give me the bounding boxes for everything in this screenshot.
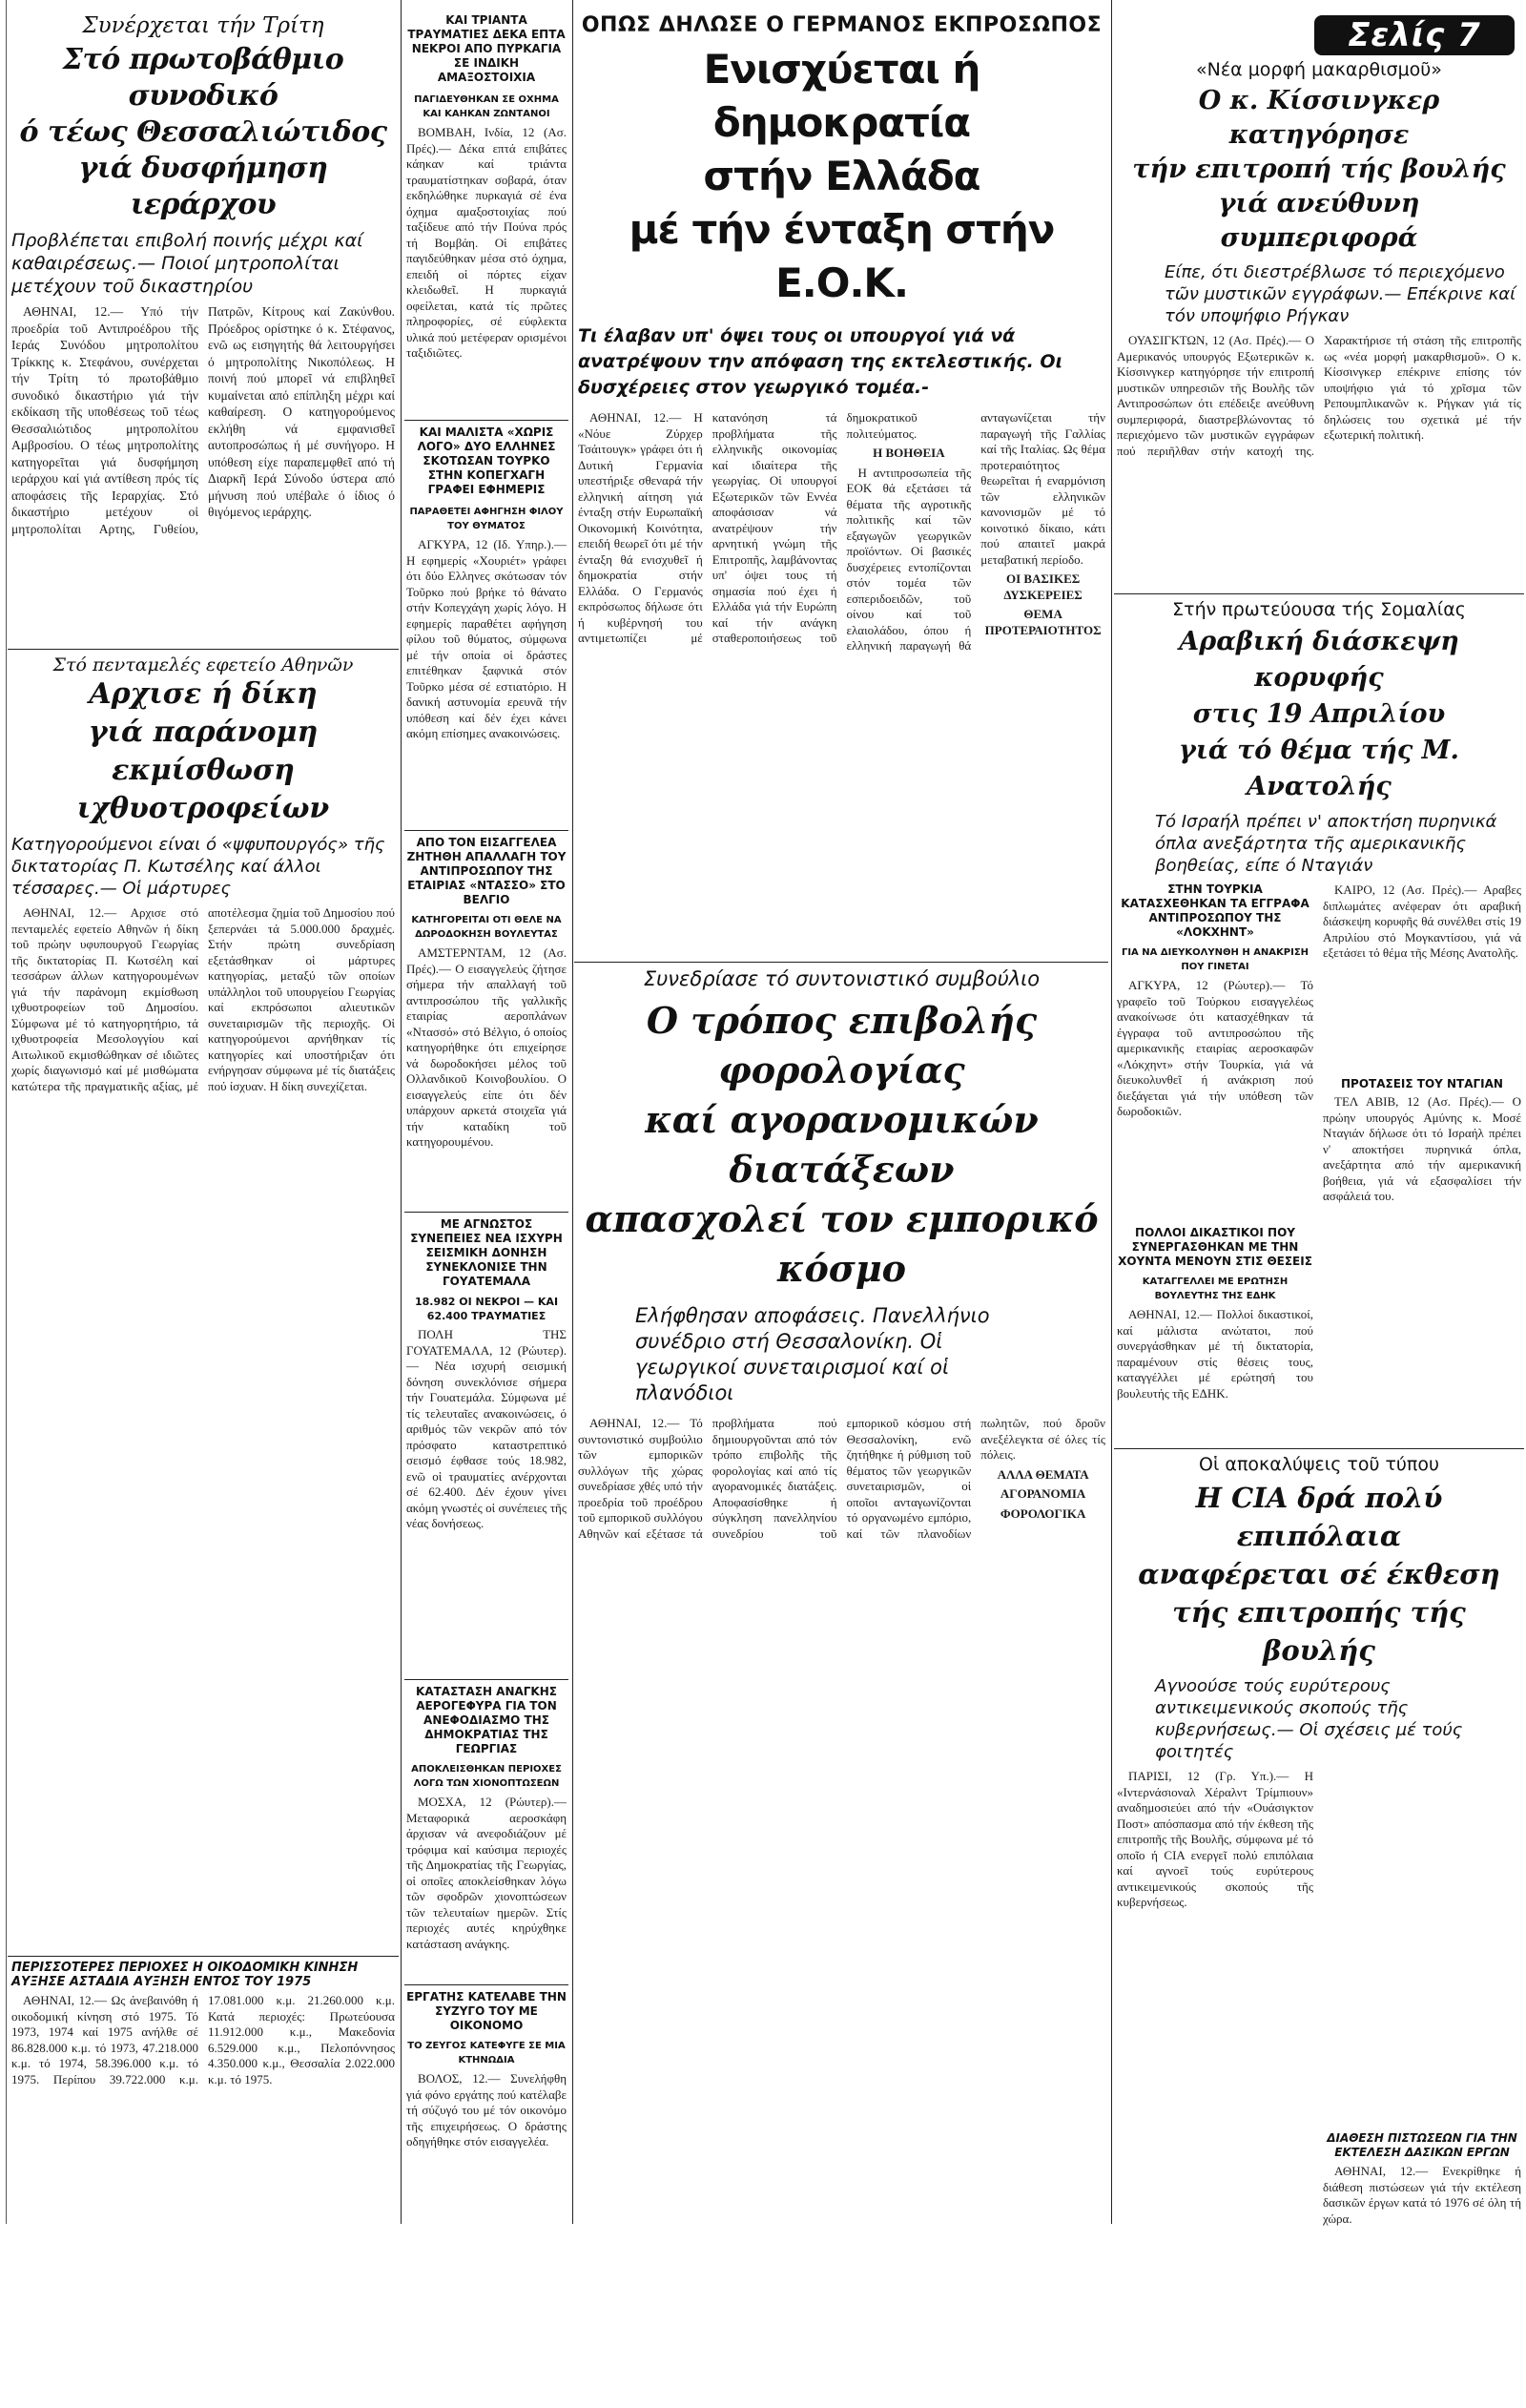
article-body: ΑΘΗΝΑΙ, 12.— Τό συντονιστικό συμβούλιο τῶν εμπορικῶν συλλόγων τῆς χώρας συνεδρίασε χθές υπό τήν προεδρία τοῦ προέδρου τοῦ εμπορικοῦ συλλόγου Αθηνῶν καί εξέτασε τά προβλήματα πού δημιουργοῦνται από τόν τρόπο επιβολῆς τῆς φορολογίας καί από τίς αγορανομικές διατάξεις. Αποφασίσθηκε ή σύγκληση πανελληνίου συνεδρίου τοῦ εμπορικοῦ κόσμου στή Θεσσαλονίκη, ενῶ ζητήθηκε ή ρύθμιση τοῦ θέματος τῶν γεωργικῶν συνεταιρισμῶν, οἱ οποῖοι ανταγωνίζονται τό οργανωμένο εμπόριο, καί τῶν πλανοδίων πωλητῶν, πού δροῦν ανεξέλεγκτα σέ όλες τίς πόλεις. ΑΛΛΑ ΘΕΜΑΤΑ ΑΓΟΡΑΝΟΜΙΑ ΦΟΡΟΛΟΓΙΚΑ	[578, 1416, 1105, 1541]
column-rule	[572, 0, 573, 2224]
article-subhead: Τό Ισραήλ πρέπει ν' αποκτήση πυρηνικά όπλα ανεξάρτητα τῆς αμερικανικῆς βοηθείας, είπε ό Νταγιάν	[1155, 812, 1497, 876]
article-subhead: Ελήφθησαν αποφάσεις. Πανελλήνιο συνέδριο στή Θεσσαλονίκη. Οἱ γεωργικοί συνεταιρισμοί καί οἱ πλανόδιοι	[635, 1304, 990, 1404]
article-kicker: Συνέρχεται τήν Τρίτη	[82, 13, 324, 38]
inset-column	[1117, 882, 1313, 1526]
headline-line: απασχολεί τον εμπορικό κόσμο	[585, 1197, 1099, 1290]
section-divider	[404, 420, 568, 421]
article-subhead: 18.982 ΟΙ ΝΕΚΡΟΙ — ΚΑΙ 62.400 ΤΡΑΥΜΑΤΙΕΣ	[414, 1296, 559, 1322]
article-body: ΑΜΣΤΕΡΝΤΑΜ, 12 (Ασ. Πρές).— Ο εισαγγελεύς ζήτησε σήμερα τήν απαλλαγή τοῦ αντιπροσώπου τῆς γαλλικῆς εταιρίας αεροπλάνων «Ντασσό» στό Βέλγιο, ό οποίος κατηγορήθηκε ότι επιχείρησε νά δωροδοκήσει μέλος τοῦ Ολλανδικοῦ Κοινοβουλίου. Ο εισαγγελεύς είπε ότι δέν υπάρχουν αρκετά στοιχεῖα γιά τήν καταδίκη τοῦ κατηγορουμένου.	[406, 945, 567, 1149]
article-body: ΒΟΜΒΑΗ, Ινδία, 12 (Ασ. Πρές).— Δέκα επτά επιβάτες κάηκαν καί τριάντα τραυματίστηκαν σοβαρά, όταν εκδηλώθηκε πυρκαγιά σέ ένα όχημα αμαξοστοιχίας πού ταξίδευε από τήν Πούνα πρός τή Βομβάη. Οἱ επιβάτες παγιδεύθηκαν μέσα στό όχημα, επειδή οἱ πόρτες είχαν κλειδωθεῖ. Η πυρκαγιά οφείλεται, κατά τίς πρῶτες πληροφορίες, σέ εύφλεκτα υλικά πού μετέφεραν ορισμένοι ταξιδιῶτες.	[406, 125, 567, 360]
article-copenhagen	[406, 426, 567, 804]
column-rule	[401, 0, 402, 2224]
inset-subhead: ΓΙΑ ΝΑ ΔΙΕΥΚΟΛΥΝΘΗ Η ΑΝΑΚΡΙΣΗ ΠΟΥ ΓΙΝΕΤΑΙ	[1121, 947, 1309, 972]
article-tax-commerce	[578, 967, 1105, 2408]
article-subhead: ΑΠΟΚΛΕΙΣΘΗΚΑΝ ΠΕΡΙΟΧΕΣ ΛΟΓΩ ΤΩΝ ΧΙΟΝΟΠΤΩΣΕΩΝ	[411, 1764, 562, 1789]
section-divider	[574, 962, 1108, 963]
headline-line: Στό πρωτοβάθμιο συνοδικό	[62, 43, 344, 113]
article-subhead: Προβλέπεται επιβολή ποινής μέχρι καί καθαιρέσεως.— Ποιοί μητροπολίται μετέχουν τοῦ δικαστηρίου	[11, 230, 363, 297]
headline-line: τής επιτροπής τής βουλής	[1172, 1596, 1466, 1667]
article-body: ΑΘΗΝΑΙ, 12.— Η «Νόυε Ζύρχερ Τσάιτουγκ» γράφει ότι ή Δυτική Γερμανία υπεστήριξε σθεναρά τήν ελληνική αίτηση γιά ένταξη στήν Ευρωπαϊκή Οικονομική Κοινότητα, επειδή θεωρεῖ ότι μέ τήν ένταξη θά ενισχυθεῖ ή δημοκρατία στήν Ελλάδα. Ο Γερμανός εκπρόσωπος δήλωσε ότι ή κυβέρνησή του αντιμετωπίζει μέ κατανόηση τά προβλήματα τῆς ελληνικῆς οικονομίας καί ιδιαίτερα τῆς γεωργίας. Οἱ υπουργοί Εξωτερικῶν τῶν Εννέα αποφάσισαν νά ανατρέψουν τήν αρνητική γνώμη τῆς Επιτροπῆς, λαμβάνοντας υπ' όψει τους τή σημασία πού έχει ή Ελλάδα γιά τήν Ευρώπη καί τήν ανάγκη σταθεροποιήσεως τοῦ δημοκρατικοῦ πολιτεύματος. Η ΒΟΗΘΕΙΑ Η αντιπροσωπεία τῆς ΕΟΚ θά εξετάσει τά θέματα τῆς αγροτικῆς πολιτικῆς καί τῶν εξαγωγῶν γεωργικῶν προϊόντων. Οἱ βασικές δυσχέρειες εντοπίζονται στόν τομέα τῶν εσπεριδοειδῶν, τοῦ οίνου καί τοῦ ελαιολάδου, όπου ή ελληνική παραγωγή θά ανταγωνίζεται τήν παραγωγή τῆς Γαλλίας καί τῆς Ιταλίας. Ως θέμα προτεραιότητος θεωρεῖται ή εναρμόνιση τῶν ελληνικῶν κανονισμῶν μέ τό κοινοτικό δίκαιο, κάτι πού απαιτεῖ μακρά μεταβατική περίοδο. ΟΙ ΒΑΣΙΚΕΣ ΔΥΣΚΕΡΕΙΕΣ ΘΕΜΑ ΠΡΟΤΕΡΑΙΟΤΗΤΟΣ	[578, 410, 1105, 653]
article-headline	[578, 43, 1105, 310]
article-body: ΟΥΑΣΙΓΚΤΩΝ, 12 (Ασ. Πρές).— Ο Αμερικανός υπουργός Εξωτερικῶν κ. Κίσσινγκερ κατηγόρησε τήν επιτροπή μυστικῶν υπηρεσιῶν τῆς Βουλῆς τῶν Αντιπροσώπων ότι επέδειξε ανεύθυνη συμπεριφορά, διαστρεβλώνοντας τό περιεχόμενο τῶν μυστικῶν εγγράφων πού περιῆλθαν στήν κατοχή της. Χαρακτήρισε τή στάση τῆς επιτροπῆς ως «νέα μορφή μακαρθισμοῦ». Ο κ. Κίσσινγκερ επέκρινε επίσης τόν υποψήφιο γιά τό χρῖσμα τῶν Ρεπουμπλικανῶν κ. Ρήγκαν γιά τίς δηλώσεις του σχετικά μέ τήν εξωτερική πολιτική.	[1117, 333, 1521, 458]
headline-line: μέ τήν ένταξη στήν Ε.Ο.Κ.	[629, 206, 1055, 306]
section-subhead: Η ΒΟΗΘΕΙΑ	[873, 446, 945, 460]
headline-line: γιά τό θέμα τής Μ. Ανατολής	[1179, 736, 1459, 801]
headline-line: γιά ανεύθυνη συμπεριφορά	[1218, 189, 1420, 253]
article-subhead: Αγνοούσε τούς ευρύτερους αντικειμενικούς σκοπούς τῆς κυβερνήσεως.— Οἱ σχέσεις μέ τούς φοιτητές	[1155, 1676, 1463, 1762]
article-body: ΜΟΣΧΑ, 12 (Ρώυτερ).— Μεταφορικά αεροσκάφη άρχισαν νά ανεφοδιάζουν μέ τρόφιμα καί καύσιμα περιοχές τῆς Δημοκρατίας τῆς Γεωργίας, οἱ οποῖες αποκλείσθηκαν λόγω τῶν σφοδρῶν χιονοπτώσεων τῶν τελευταίων ημερῶν. Στίς περιοχές αυτές κηρύχθηκε κατάσταση ανάγκης.	[406, 1795, 567, 1951]
inset-headline: ΔΙΑΘΕΣΗ ΠΙΣΤΩΣΕΩΝ ΓΙΑ ΤΗΝ ΕΚΤΕΛΕΣΗ ΔΑΣΙΚΩΝ ΕΡΓΩΝ	[1327, 2131, 1517, 2159]
headline-line: ιχθυοτροφείων	[76, 792, 330, 825]
article-kicker: Στό πενταμελές εφετείο Αθηνῶν	[52, 654, 354, 675]
section-divider	[1114, 1448, 1524, 1449]
article-columns	[1117, 1769, 1521, 2303]
column-rule	[1111, 0, 1112, 2224]
article-subhead: Τι έλαβαν υπ' όψει τους οι υπουργοί γιά νά ανατρέψουν την απόφαση της εκτελεστικής. Οι δυσχέρειες στον γεωργικό τομέα.-	[578, 325, 1062, 398]
section-subhead: ΑΓΟΡΑΝΟΜΙΑ	[1000, 1486, 1086, 1501]
main-column	[1323, 882, 1521, 1526]
article-body: ΑΘΗΝΑΙ, 12.— Υπό τήν προεδρία τοῦ Αντιπροέδρου τῆς Ιεράς Συνόδου μητροπολίτου Τρίκκης κ. Στεφάνου, συνέρχεται τήν Τρίτη τό πρωτοβάθμιο συνοδικό δικαστήριο γιά τήν εκδίκαση τῆς υποθέσεως τοῦ τέως Θεσσαλιώτιδος μητροπολίτου Αμβροσίου. Ο τέως μητροπολίτης κατηγορεῖται γιά δυσφήμηση ιεράρχου καί γιά αντίθεση πρός τίς αποφάσεις τῆς Ιεραρχίας. Στό δικαστήριο μετέχουν οἱ μητροπολίται Αρτης, Γυθείου, Πατρῶν, Κίτρους καί Ζακύνθου. Πρόεδρος ορίστηκε ό κ. Στέφανος, ενῶ ως εισηγητής θά λειτουργήσει ό μητροπολίτης Νικοπόλεως. Η ποινή πού μπορεῖ νά επιβληθεῖ κυμαίνεται από επίπληξη μέχρι καί καθαίρεση. Ο κατηγορούμενος εκλήθη νά εμφανισθεῖ αυτοπροσώπως ή μέ συνήγορο. Η υπόθεση είχε παραπεμφθεῖ από τή Διαρκῆ Ιερά Σύνοδο ύστερα από μήνυση πού υπέβαλε ό ίδιος ό θιγόμενος ιεράρχης.	[11, 304, 395, 536]
article-subhead: Είπε, ότι διεστρέβλωσε τό περιεχόμενο τῶν μυστικῶν εγγράφων.— Επέκρινε καί τόν υποψήφιο Ρήγκαν	[1165, 262, 1516, 326]
article-headline	[578, 996, 1105, 1294]
headline-line: ό τέως Θεσσαλιώτιδος	[19, 115, 387, 149]
headline-line: Η CIA δρά πολύ επιπόλαια	[1195, 1482, 1443, 1552]
inset-body: ΑΓΚΥΡΑ, 12 (Ρώυτερ).— Τό γραφεῖο τοῦ Τούρκου εισαγγελέως ανακοίνωσε ότι κατασχέθηκαν τά έγγραφα τοῦ αντιπροσώπου τῆς αμερικανικῆς εταιρίας αεροσκαφῶν «Λόκχηντ» στήν Τουρκία, γιά νά διευκολυνθεῖ ή ανάκριση πού διεξάγεται γιά τήν υπόθεση τῶν δωροδοκιῶν.	[1117, 978, 1313, 1118]
article-construction	[11, 1961, 395, 2212]
article-headline	[1117, 1479, 1521, 1670]
column-rule	[6, 0, 7, 2224]
article-headline: ΠΕΡΙΣΣΟΤΕΡΕΣ ΠΕΡΙΟΧΕΣ Η ΟΙΚΟΔΟΜΙΚΗ ΚΙΝΗΣΗ ΑΥΞΗΣΕ ΑΣΤΑΔΙΑ ΑΥΞΗΣΗ ΕΝΤΟΣ ΤΟΥ 1975	[11, 1961, 359, 1989]
headline-line: στις 19 Απριλίου	[1192, 699, 1446, 729]
article-kicker: Συνεδρίασε τό συντονιστικό συμβούλιο	[643, 967, 1041, 990]
article-subhead: Κατηγορούμενοι είναι ό «ψφυπουργός» τῆς δικτατορίας Π. Κωτσέλης καί άλλοι τέσσαρες.— Οἱ μάρτυρες	[11, 835, 385, 899]
article-body: ΤΕΛ ΑΒΙΒ, 12 (Ασ. Πρές).— Ο πρώην υπουργός Αμύνης κ. Μοσέ Νταγιάν δήλωσε ότι τό Ισραήλ πρέπει ν' αποκτήσει πυρηνικά όπλα, ανεξάρτητα από τήν αμερικανική βοήθεια, γιά νά εξασφαλίσει τήν ασφάλειά του.	[1323, 1094, 1521, 1203]
section-divider	[1114, 593, 1524, 594]
section-divider	[404, 1679, 568, 1680]
inset-headline: ΠΟΛΛΟΙ ΔΙΚΑΣΤΙΚΟΙ ΠΟΥ ΣΥΝΕΡΓΑΣΘΗΚΑΝ ΜΕ ΤΗΝ ΧΟΥΝΤΑ ΜΕΝΟΥΝ ΣΤΙΣ ΘΕΣΕΙΣ	[1118, 1226, 1312, 1268]
article-cia	[1117, 1454, 1521, 2303]
article-kissinger	[1117, 59, 1521, 667]
headline-line: αναφέρεται σέ έκθεση	[1138, 1558, 1500, 1590]
article-guatemala	[406, 1217, 567, 1690]
headline-line: Αραβική διάσκεψη κορυφής	[1179, 627, 1459, 693]
article-headline: ΜΕ ΑΓΝΩΣΤΟΣ ΣΥΝΕΠΕΙΕΣ ΝΕΑ ΙΣΧΥΡΗ ΣΕΙΣΜΙΚΗ ΔΟΝΗΣΗ ΣΥΝΕΚΛΟΝΙΣΕ ΤΗΝ ΓΟΥΑΤΕΜΑΛΑ	[410, 1217, 563, 1288]
article-eec-democracy	[578, 13, 1105, 1002]
article-headline	[11, 675, 395, 828]
article-kicker: «Νέα μορφή μακαρθισμοῦ»	[1196, 59, 1442, 80]
article-subhead: ΤΟ ΖΕΥΓΟΣ ΚΑΤΕΦΥΓΕ ΣΕ ΜΙΑ ΚΤΗΝΩΔΙΑ	[407, 2041, 566, 2065]
article-train-fire	[406, 13, 567, 392]
article-body: ΑΘΗΝΑΙ, 12.— Ως άνεβαινόθη ή οικοδομική κίνηση στό 1975. Τό 1973, 1974 καί 1975 ανήλθε σέ 86.828.000 κ.μ. τό 1973, 47.218.000 κ.μ. τό 1974, 58.396.000 κ.μ. τό 1975. Περίπου 39.722.000 κ.μ. 17.081.000 κ.μ. 21.260.000 κ.μ. Κατά περιοχές: Πρωτεύουσα 11.912.000 κ.μ., Μακεδονία 6.529.000 κ.μ., Πελοπόννησος 4.350.000 κ.μ., Θεσσαλία 2.022.000 κ.μ. τό 1975.	[11, 1993, 395, 2086]
headline-line: στήν Ελλάδα	[703, 153, 980, 199]
article-headline: ΚΑΙ ΜΑΛΙΣΤΑ «ΧΩΡΙΣ ΛΟΓΟ» ΔΥΟ ΕΛΛΗΝΕΣ ΣΚΟΤΩΣΑΝ ΤΟΥΡΚΟ ΣΤΗΝ ΚΟΠΕΓΧΑΓΗ ΓΡΑΦΕΙ ΕΦΗΜΕΡΙΣ	[417, 426, 556, 496]
page-number-tag: Σελίς 7	[1314, 15, 1515, 55]
section-subhead: ΘΕΜΑ ΠΡΟΤΕΡΑΙΟΤΗΤΟΣ	[984, 607, 1102, 637]
headline-line: Ενισχύεται ή δημοκρατία	[703, 46, 980, 146]
article-georgia	[406, 1685, 567, 1985]
headline-line: καί αγορανομικών διατάξεων	[645, 1098, 1039, 1191]
article-dassault	[406, 836, 567, 1203]
article-headline: ΑΠΟ ΤΟΝ ΕΙΣΑΓΓΕΛΕΑ ΖΗΤΗΘΗ ΑΠΑΛΛΑΓΗ ΤΟΥ ΑΝΤΙΠΡΟΣΩΠΟΥ ΤΗΣ ΕΤΑΙΡΙΑΣ «ΝΤΑΣΣΟ» ΣΤΟ ΒΕΛΓΙΟ	[406, 836, 567, 906]
article-kicker: ΟΠΩΣ ΔΗΛΩΣΕ Ο ΓΕΡΜΑΝΟΣ ΕΚΠΡΟΣΩΠΟΣ	[581, 13, 1103, 37]
article-fish-farm-trial	[11, 654, 395, 1955]
headline-line: Ο τρόπος επιβολής φορολογίας	[646, 999, 1038, 1091]
headline-line: γιά παράνομη εκμίσθωση	[88, 716, 319, 787]
article-subhead: ΠΑΡΑΘΕΤΕΙ ΑΦΗΓΗΣΗ ΦΙΛΟΥ ΤΟΥ ΘΥΜΑΤΟΣ	[409, 507, 564, 531]
article-headline: ΚΑΤΑΣΤΑΣΗ ΑΝΑΓΚΗΣ ΑΕΡΟΓΕΦΥΡΑ ΓΙΑ ΤΟΝ ΑΝΕΦΟΔΙΑΣΜΟ ΤΗΣ ΔΗΜΟΚΡΑΤΙΑΣ ΤΗΣ ΓΕΩΡΓΙΑΣ	[416, 1685, 557, 1755]
article-synodal-trial	[11, 13, 395, 742]
inset-body: ΑΘΗΝΑΙ, 12.— Ενεκρίθηκε ή διάθεση πιστώσεων γιά τήν εκτέλεση δασικῶν έργων κατά τό 1976 σέ όλη τή χώρα.	[1323, 2164, 1521, 2226]
article-worker	[406, 1990, 567, 2214]
article-body: ΒΟΛΟΣ, 12.— Συνελήφθη γιά φόνο εργάτης πού κατέλαβε τή σύζυγό του μέ τόν οικονόμο τῆς επιχειρήσεως. Ο δράστης οδηγήθηκε στόν εισαγγελέα.	[406, 2071, 567, 2149]
article-body: ΠΑΡΙΣΙ, 12 (Γρ. Υπ.).— Η «Ιντερνάσιοναλ Χέραλντ Τρίμπιουν» αναδημοσιεύει από τήν «Ουάσιγκτον Ποστ» απόσπασμα από τήν έκθεση τῆς επιτροπῆς τῆς Βουλῆς, σύμφωνα μέ τό οποῖο ή CIA ενεργεῖ πολύ επιπόλαια καί αγνοεῖ τούς ευρύτερους αντικειμενικούς σκοπούς τῆς κυβερνήσεως.	[1117, 1769, 1313, 1909]
section-subhead: ΟΙ ΒΑΣΙΚΕΣ ΔΥΣΚΕΡΕΙΕΣ	[1003, 571, 1083, 602]
headline-line: τήν επιτροπή τής βουλής	[1132, 155, 1506, 184]
inset-subhead: ΚΑΤΑΓΓΕΛΛΕΙ ΜΕ ΕΡΩΤΗΣΗ ΒΟΥΛΕΥΤΗΣ ΤΗΣ ΕΔΗΚ	[1142, 1277, 1289, 1301]
article-body: ΚΑΙΡΟ, 12 (Ασ. Πρές).— Αραβες διπλωμάτες ανέφεραν ότι αραβική διάσκεψη κορυφῆς θά συνέλθει στίς 19 Απριλίου στό Μογκαντίσου, γιά νά εξετάσει τό θέμα τῆς Μέσης Ανατολῆς.	[1323, 882, 1521, 960]
article-body: ΑΘΗΝΑΙ, 12.— Αρχισε στό πενταμελές εφετείο Αθηνῶν ή δίκη τοῦ πρώην υφυπουργοῦ Γεωργίας τῆς δικτατορίας Π. Κωτσέλη καί τεσσάρων άλλων κατηγορουμένων γιά τήν παράνομη εκμίσθωση ιχθυοτροφείων τοῦ Δημοσίου. Σύμφωνα μέ τό κατηγορητήριο, τά ιχθυοτροφεία Μεσολογγίου καί Αιτωλικοῦ εκμισθώθηκαν σέ ιδιῶτες χωρίς διαγωνισμό καί μέ μισθώματα κατώτερα τῆς πραγματικῆς αξίας, μέ αποτέλεσμα ζημία τοῦ Δημοσίου πού ξεπερνάει τά 5.000.000 δραχμές. Στήν πρώτη συνεδρίαση εξετάσθηκαν οἱ μάρτυρες κατηγορίας, μεταξύ τῶν οποίων υπάλληλοι τοῦ υπουργείου Γεωργίας καί εκπρόσωποι αλιευτικῶν συνεταιρισμῶν τῆς περιοχῆς. Οἱ κατηγορούμενοι αρνήθηκαν τίς κατηγορίες καί υποστήριξαν ότι ενήργησαν σύμφωνα μέ τίς διατάξεις πού ίσχυαν. Η δίκη συνεχίζεται.	[11, 905, 395, 1093]
section-subhead: ΦΟΡΟΛΟΓΙΚΑ	[1000, 1505, 1086, 1521]
article-headline	[1117, 624, 1521, 805]
inset-headline: ΣΤΗΝ ΤΟΥΡΚΙΑ ΚΑΤΑΣΧΕΘΗΚΑΝ ΤΑ ΕΓΓΡΑΦΑ ΑΝΤΙΠΡΟΣΩΠΟΥ ΤΗΣ «ΛΟΚΧΗΝΤ»	[1121, 882, 1309, 939]
section-divider	[8, 1956, 399, 1957]
article-headline: ΚΑΙ ΤΡΙΑΝΤΑ ΤΡΑΥΜΑΤΙΕΣ ΔΕΚΑ ΕΠΤΑ ΝΕΚΡΟΙ ΑΠΟ ΠΥΡΚΑΓΙΑ ΣΕ ΙΝΔΙΚΗ ΑΜΑΞΟΣΤΟΙΧΙΑ	[407, 13, 566, 84]
article-kicker: Οἱ αποκαλύψεις τοῦ τύπου	[1199, 1454, 1439, 1475]
article-subhead: ΚΑΤΗΓΟΡΕΙΤΑΙ ΟΤΙ ΘΕΛΕ ΝΑ ΔΩΡΟΔΟΚΗΣΗ ΒΟΥΛΕΥΤΑΣ	[411, 915, 562, 940]
article-body: ΑΓΚΥΡΑ, 12 (Ιδ. Υπηρ.).— Η εφημερίς «Χουριέτ» γράφει ότι δύο Ελληνες σκότωσαν τόν Τοῦρκο πού βρήκε τό θάνατο στήν Κοπεγχάγη χωρίς λόγο. Η εφημερίς παραθέτει αφήγηση φίλου τοῦ θύματος, σύμφωνα μέ τήν οποία οἱ δράστες επιτέθηκαν ξαφνικά στόν Τοῦρκο μέσα σέ εστιατόριο. Η δανική αστυνομία ερευνᾶ τήν υπόθεση καί δέν έχει κάνει ακόμη επίσημες ανακοινώσεις.	[406, 537, 567, 740]
section-divider	[8, 649, 399, 650]
inset-column	[1323, 1769, 1521, 2303]
section-divider	[404, 1984, 568, 1985]
headline-line: Ο κ. Κίσσινγκερ κατηγόρησε	[1198, 86, 1440, 150]
section-divider	[404, 1212, 568, 1213]
section-divider	[404, 830, 568, 831]
article-body: ΠΟΛΗ ΤΗΣ ΓΟΥΑΤΕΜΑΛΑ, 12 (Ρώυτερ).— Νέα ισχυρή σεισμική δόνηση συνεκλόνισε σήμερα τήν Γουατεμάλα. Σύμφωνα μέ τίς τελευταῖες ανακοινώσεις, ό αριθμός τῶν νεκρῶν από τόν πρόσφατο καταστρεπτικό σεισμό έφθασε τούς 18.982, ενῶ οἱ τραυματίες ανέρχονται σέ 62.400. Δέν έχουν γίνει ακόμη γνωστές οἱ συνέπειες τῆς νέας δονήσεως.	[406, 1327, 567, 1530]
headline-line: Αρχισε ή δίκη	[89, 677, 318, 711]
section-subhead: ΠΡΟΤΑΣΕΙΣ ΤΟΥ ΝΤΑΓΙΑΝ	[1341, 1077, 1503, 1090]
inset-body: ΑΘΗΝΑΙ, 12.— Πολλοί δικαστικοί, καί μάλιστα ανώτατοι, πού συνεργάσθηκαν μέ τή δικτατορία, παραμένουν στίς θέσεις τους, καταγγέλλει μέ ερώτησή του βουλευτής τῆς ΕΔΗΚ.	[1117, 1307, 1313, 1401]
article-headline	[1117, 84, 1521, 256]
article-headline: ΕΡΓΑΤΗΣ ΚΑΤΕΛΑΒΕ ΤΗΝ ΣΥΖΥΓΟ ΤΟΥ ΜΕ ΟΙΚΟΝΟΜΟ	[406, 1990, 567, 2032]
article-columns	[1117, 882, 1521, 1526]
section-subhead: ΑΛΛΑ ΘΕΜΑΤΑ	[997, 1466, 1089, 1482]
article-kicker: Στήν πρωτεύουσα τής Σομαλίας	[1172, 599, 1466, 620]
article-headline	[11, 42, 395, 223]
article-subhead: ΠΑΓΙΔΕΥΘΗΚΑΝ ΣΕ ΟΧΗΜΑ ΚΑΙ ΚΑΗΚΑΝ ΖΩΝΤΑΝΟΙ	[414, 94, 559, 119]
article-arab-summit	[1117, 599, 1521, 1526]
headline-line: γιά δυσφήμηση ιεράρχου	[78, 152, 328, 221]
